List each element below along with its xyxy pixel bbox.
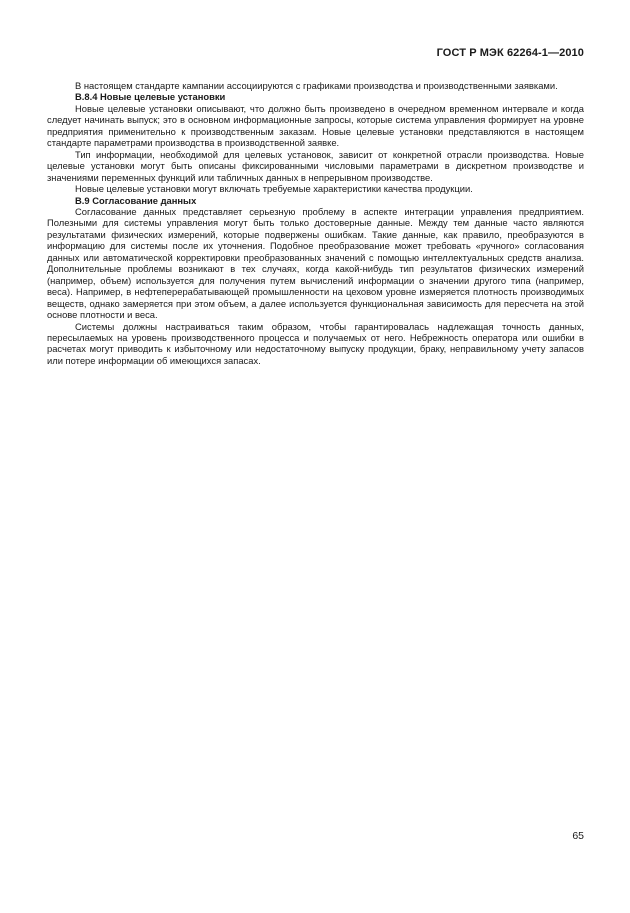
paragraph-targets-type: Тип информации, необходимой для целевых установок, зависит от конкретной отрасли производства. Новые целевые установки могут быть описаны фиксированными числовыми параметрами в дискретном производстве и значениями переменных функций или табличных данных в непрерывном производстве. bbox=[47, 148, 584, 183]
document-body bbox=[47, 80, 584, 366]
paragraph-systems-accuracy: Системы должны настраиваться таким образом, чтобы гарантировалась надлежащая точность данных, пересылаемых на уровень производственного процесса и получаемых от него. Небрежность оператора или ошибки в расчетах могут приводить к избыточному или недостаточному выпуску продукции, браку, неправильному учету запасов или потере информации об имеющихся запасах. bbox=[47, 320, 584, 366]
paragraph-targets-description: Новые целевые установки описывают, что должно быть произведено в очередном временном интервале и когда следует начинать выпуск; это в основном информационные запросы, которые система управления формирует на уровне предприятия применительно к производственным заказам. Новые целевые установки представляются в настоящем стандарте параметрами производства в производственной заявке. bbox=[47, 102, 584, 149]
paragraph-campaigns: В настоящем стандарте кампании ассоциируются с графиками производства и производственными заявками. bbox=[75, 80, 558, 91]
paragraph-targets-quality: Новые целевые установки могут включать требуемые характеристики качества продукции. bbox=[75, 183, 473, 195]
document-header: ГОСТ Р МЭК 62264-1—2010 bbox=[436, 47, 584, 59]
paragraph-data-reconciliation: Согласование данных представляет серьезную проблему в аспекте интеграции управления предприятием. Полезными для системы управления могут быть только достоверные данные. Между тем данные часто являются результатами физических измерений, которые подвержены ошибкам. Такие данные, как правило, преобразуются в информацию для системы после их уточнения. Подобное преобразование может требовать «ручного» согласования данных или автоматической корректировки преобразованных значений с помощью интеллектуальных средств анализа. Дополнительные проблемы возникают в тех случаях, когда какой-нибудь тип результатов физических измерений (например, объем) используется для получения путем вычислений информации о значении другого типа (например, веса). Например, в нефтеперерабатывающей промышленности на цеховом уровне измеряется плотность производимых веществ, однако замеряется при этом объем, а далее используется функциональная зависимость для пересчета на этой основе плотности и веса. bbox=[47, 205, 584, 321]
section-heading-b9: В.9 Согласование данных bbox=[75, 194, 197, 206]
page-number: 65 bbox=[572, 830, 584, 842]
section-heading-b84: В.8.4 Новые целевые установки bbox=[75, 91, 226, 103]
